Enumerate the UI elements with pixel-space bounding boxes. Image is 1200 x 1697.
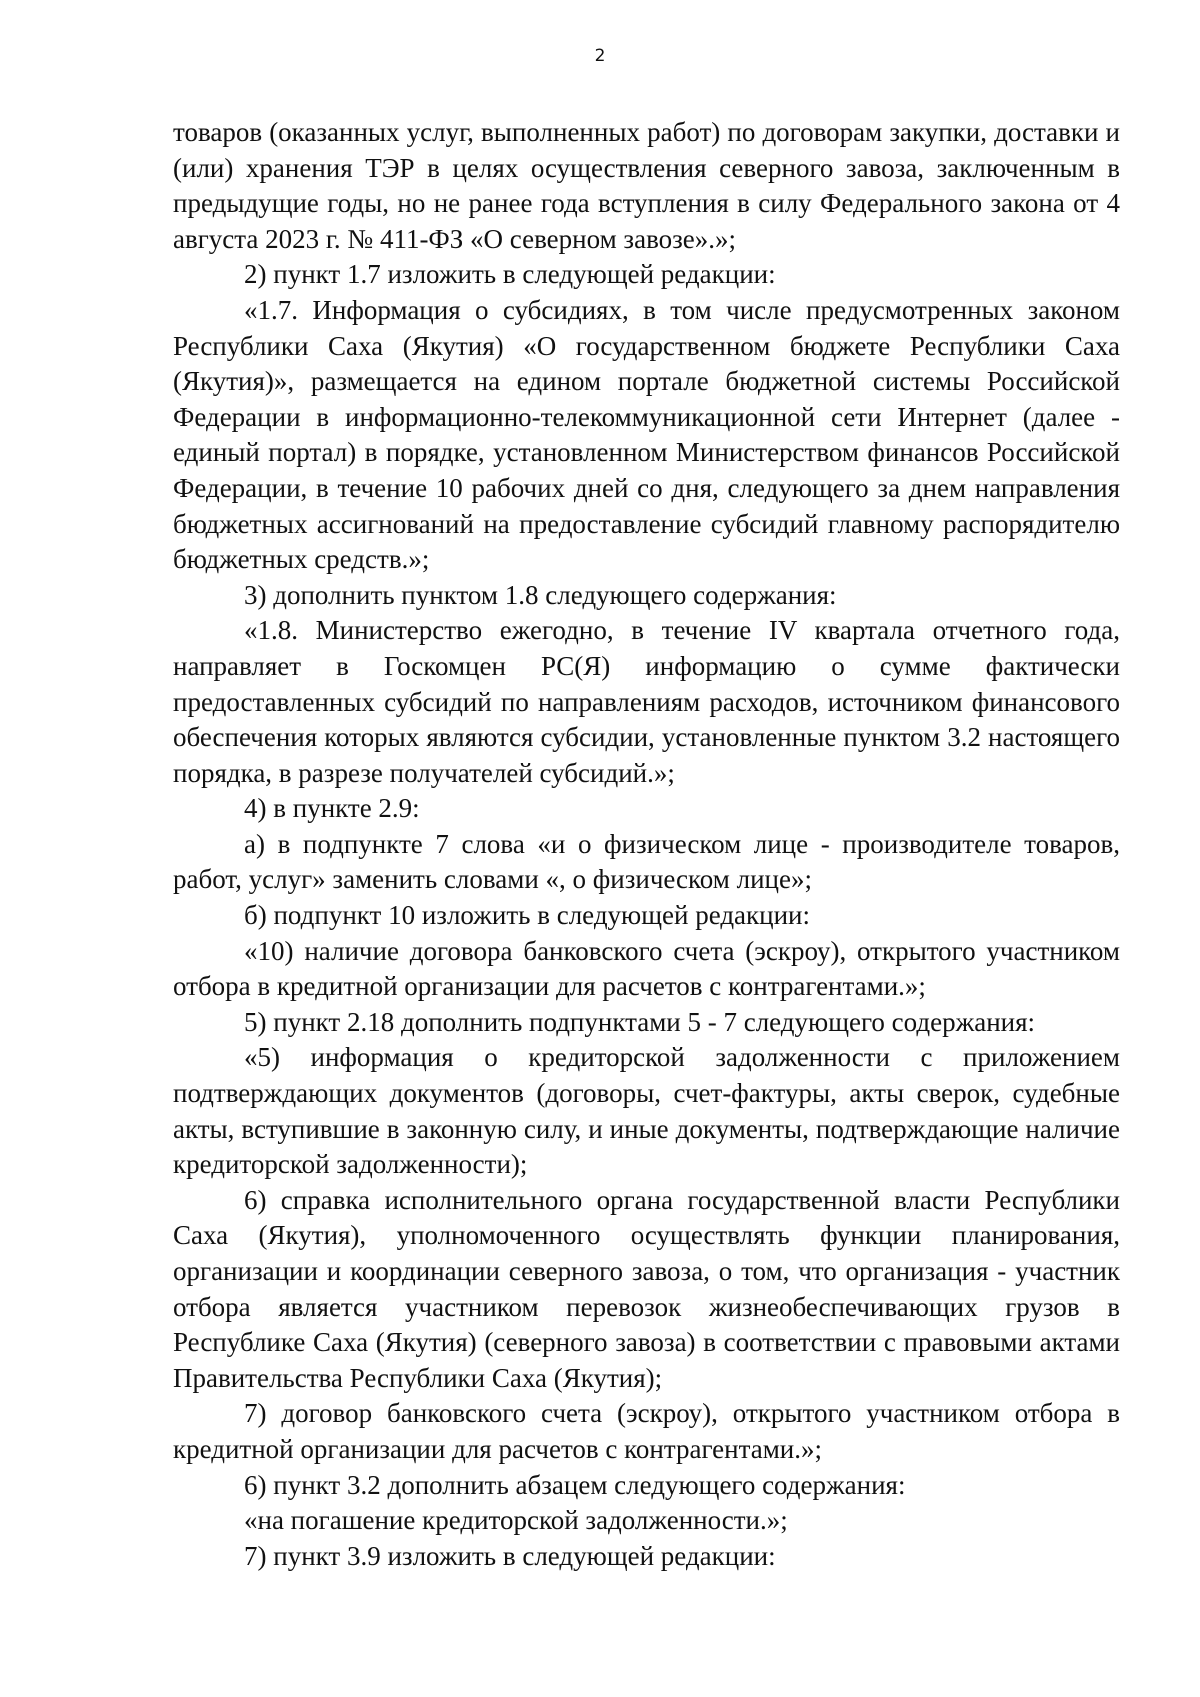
paragraph-item-7: 7) пункт 3.9 изложить в следующей редакции: [244,1540,776,1571]
paragraph-item-2: 2) пункт 1.7 изложить в следующей редакции: [244,259,776,290]
paragraph-item-3: 3) дополнить пунктом 1.8 следующего содержания: [244,579,837,610]
paragraph-quote-1-7: «1.7. Информация о субсидиях, в том числе предусмотренных законом Республики Саха (Якутия) «О государственном бюджете Республики Саха (Якутия)», размещается на едином портале бюджетной системы Российской Федерации в информационно-телекоммуникационной сети Интернет (далее - единый портал) в порядке, установленном Министерством финансов Российской Федерации, в течение 10 рабочих дней со дня, следующего за днем направления бюджетных ассигнований на предоставление субсидий главному распорядителю бюджетных средств.»; [173,294,1120,575]
paragraph-quote-1-8: «1.8. Министерство ежегодно, в течение IV квартала отчетного года, направляет в Госкомцен РС(Я) информацию о сумме фактически предоставленных субсидий по направлениям расходов, источником финансового обеспечения которых являются субсидии, установленные пунктом 3.2 настоящего порядка, в разрезе получателей субсидий.»; [173,615,1120,788]
document-body [173,115,1120,1574]
paragraph-quote-5: «5) информация о кредиторской задолженности с приложением подтверждающих документов (договоры, счет-фактуры, акты сверок, судебные акты, вступившие в законную силу, и иные документы, подтверждающие наличие кредиторской задолженности); [173,1042,1120,1180]
paragraph-item-5: 5) пункт 2.18 дополнить подпунктами 5 - 7 следующего содержания: [244,1006,1036,1037]
paragraph-subitem-7: 7) договор банковского счета (эскроу), открытого участником отбора в кредитной организации для расчетов с контрагентами.»; [173,1398,1120,1464]
paragraph-item-4: 4) в пункте 2.9: [244,793,420,824]
paragraph-continuation: товаров (оказанных услуг, выполненных работ) по договорам закупки, доставки и (или) хранения ТЭР в целях осуществления северного завоза, заключенным в предыдущие годы, но не ранее года вступления в силу Федерального закона от 4 августа 2023 г. № 411-ФЗ «О северном завозе».»; [173,117,1120,254]
paragraph-subitem-b: б) подпункт 10 изложить в следующей редакции: [244,900,811,931]
page-number: 2 [594,46,606,66]
paragraph-quote-debt: «на погашение кредиторской задолженности.»; [244,1505,788,1536]
paragraph-quote-10: «10) наличие договора банковского счета (эскроу), открытого участником отбора в кредитной организации для расчетов с контрагентами.»; [173,935,1120,1002]
paragraph-subitem-6: 6) справка исполнительного органа государственной власти Республики Саха (Якутия), уполномоченного осуществлять функции планирования, организации и координации северного завоза, о том, что организация - участник отбора является участником перевозок жизнеобеспечивающих грузов в Республике Саха (Якутия) (северного завоза) в соответствии с правовыми актами Правительства Республики Саха (Якутия); [173,1184,1120,1393]
paragraph-subitem-a: а) в подпункте 7 слова «и о физическом лице - производителе товаров, работ, услуг» заменить словами «, о физическом лице»; [173,828,1120,895]
paragraph-item-6: 6) пункт 3.2 дополнить абзацем следующего содержания: [244,1469,906,1500]
